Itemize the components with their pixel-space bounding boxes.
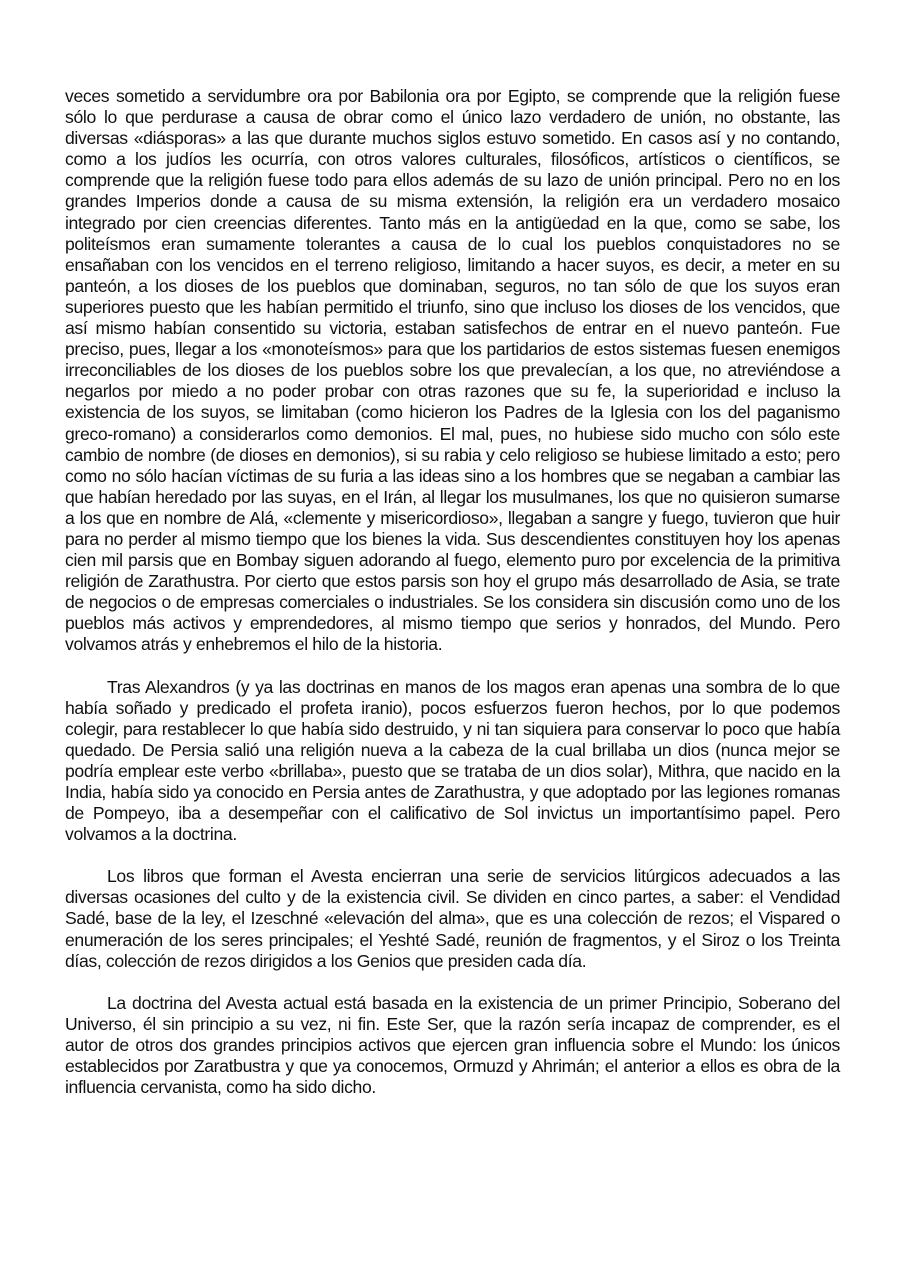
paragraph-3: Los libros que forman el Avesta encierran una serie de servicios litúrgicos adecuados a las diversas ocasiones del culto y de la existencia civil. Se dividen en cinco partes, a saber: el Vendidad Sadé, base de la ley, el Izeschné «elevación del alma», que es una colección de rezos; el Vispared o enumeración de los seres principales; el Yeshté Sadé, reunión de fragmentos, y el Siroz o los Treinta días, colección de rezos dirigidos a los Genios que presiden cada día. [65, 866, 840, 971]
document-page [65, 86, 840, 1098]
paragraph-2: Tras Alexandros (y ya las doctrinas en manos de los magos eran apenas una sombra de lo que había soñado y predicado el profeta iranio), pocos esfuerzos fueron hechos, por lo que podemos colegir, para restablecer lo que había sido destruido, y ni tan siquiera para conservar lo poco que había quedado. De Persia salió una religión nueva a la cabeza de la cual brillaba un dios (nunca mejor se podría emplear este verbo «brillaba», puesto que se trataba de un dios solar), Mithra, que nacido en la India, había sido ya conocido en Persia antes de Zarathustra, y que adoptado por las legiones romanas de Pompeyo, iba a desempeñar con el calificativo de Sol invictus un importantísimo papel. Pero volvamos a la doctrina. [65, 676, 840, 845]
paragraph-4: La doctrina del Avesta actual está basada en la existencia de un primer Principio, Soberano del Universo, él sin principio a su vez, ni fin. Este Ser, que la razón sería incapaz de comprender, es el autor de otros dos grandes principios activos que ejercen gran influencia sobre el Mundo: los únicos establecidos por Zaratbustra y que ya conocemos, Ormuzd y Ahrimán; el anterior a ellos es obra de la influencia cervanista, como ha sido dicho. [65, 992, 840, 1098]
paragraph-1: veces sometido a servidumbre ora por Babilonia ora por Egipto, se comprende que la religión fuese sólo lo que perdurase a causa de obrar como el único lazo verdadero de unión, no obstante, las diversas «diásporas» a las que durante muchos siglos estuvo sometido. En casos así y no contando, como a los judíos les ocurría, con otros valores culturales, filosóficos, artísticos o científicos, se comprende que la religión fuese todo para ellos además de su lazo de unión principal. Pero no en los grandes Imperios donde a causa de su misma extensión, la religión era un verdadero mosaico integrado por cien creencias diferentes. Tanto más en la antigüedad en la que, como se sabe, los politeísmos eran sumamente tolerantes a causa de lo cual los pueblos conquistadores no se ensañaban con los vencidos en el terreno religioso, limitando a hacer suyos, es decir, a meter en su panteón, a los dioses de los pueblos que dominaban, seguros, no tan sólo de que los suyos eran superiores puesto que les habían permitido el triunfo, sino que incluso los dioses de los vencidos, que así mismo habían consentido su victoria, estaban satisfechos de entrar en el nuevo panteón. Fue preciso, pues, llegar a los «monoteísmos» para que los partidarios de estos sistemas fuesen enemigos irreconciliables de los dioses de los pueblos sobre los que prevalecían, a los que, no atreviéndose a negarlos por miedo a no poder probar con otras razones que su fe, la superioridad e incluso la existencia de los suyos, se limitaban (como hicieron los Padres de la Iglesia con los del paganismo greco-romano) a considerarlos como demonios. El mal, pues, no hubiese sido mucho con sólo este cambio de nombre (de dioses en demonios), si su rabia y celo religioso se hubiese limitado a esto; pero como no sólo hacían víctimas de su furia a las ideas sino a los hombres que se negaban a cambiar las que habían heredado por las suyas, en el Irán, al llegar los musulmanes, los que no quisieron sumarse a los que en nombre de Alá, «clemente y misericordioso», llegaban a sangre y fuego, tuvieron que huir para no perder al mismo tiempo que los bienes la vida. Sus descendientes constituyen hoy los apenas cien mil parsis que en Bombay siguen adorando al fuego, elemento puro por excelencia de la primitiva religión de Zarathustra. Por cierto que estos parsis son hoy el grupo más desarrollado de Asia, se trate de negocios o de empresas comerciales o industriales. Se los considera sin discusión como uno de los pueblos más activos y emprendedores, al mismo tiempo que serios y honrados, del Mundo. Pero volvamos atrás y enhebremos el hilo de la historia. [65, 86, 840, 655]
